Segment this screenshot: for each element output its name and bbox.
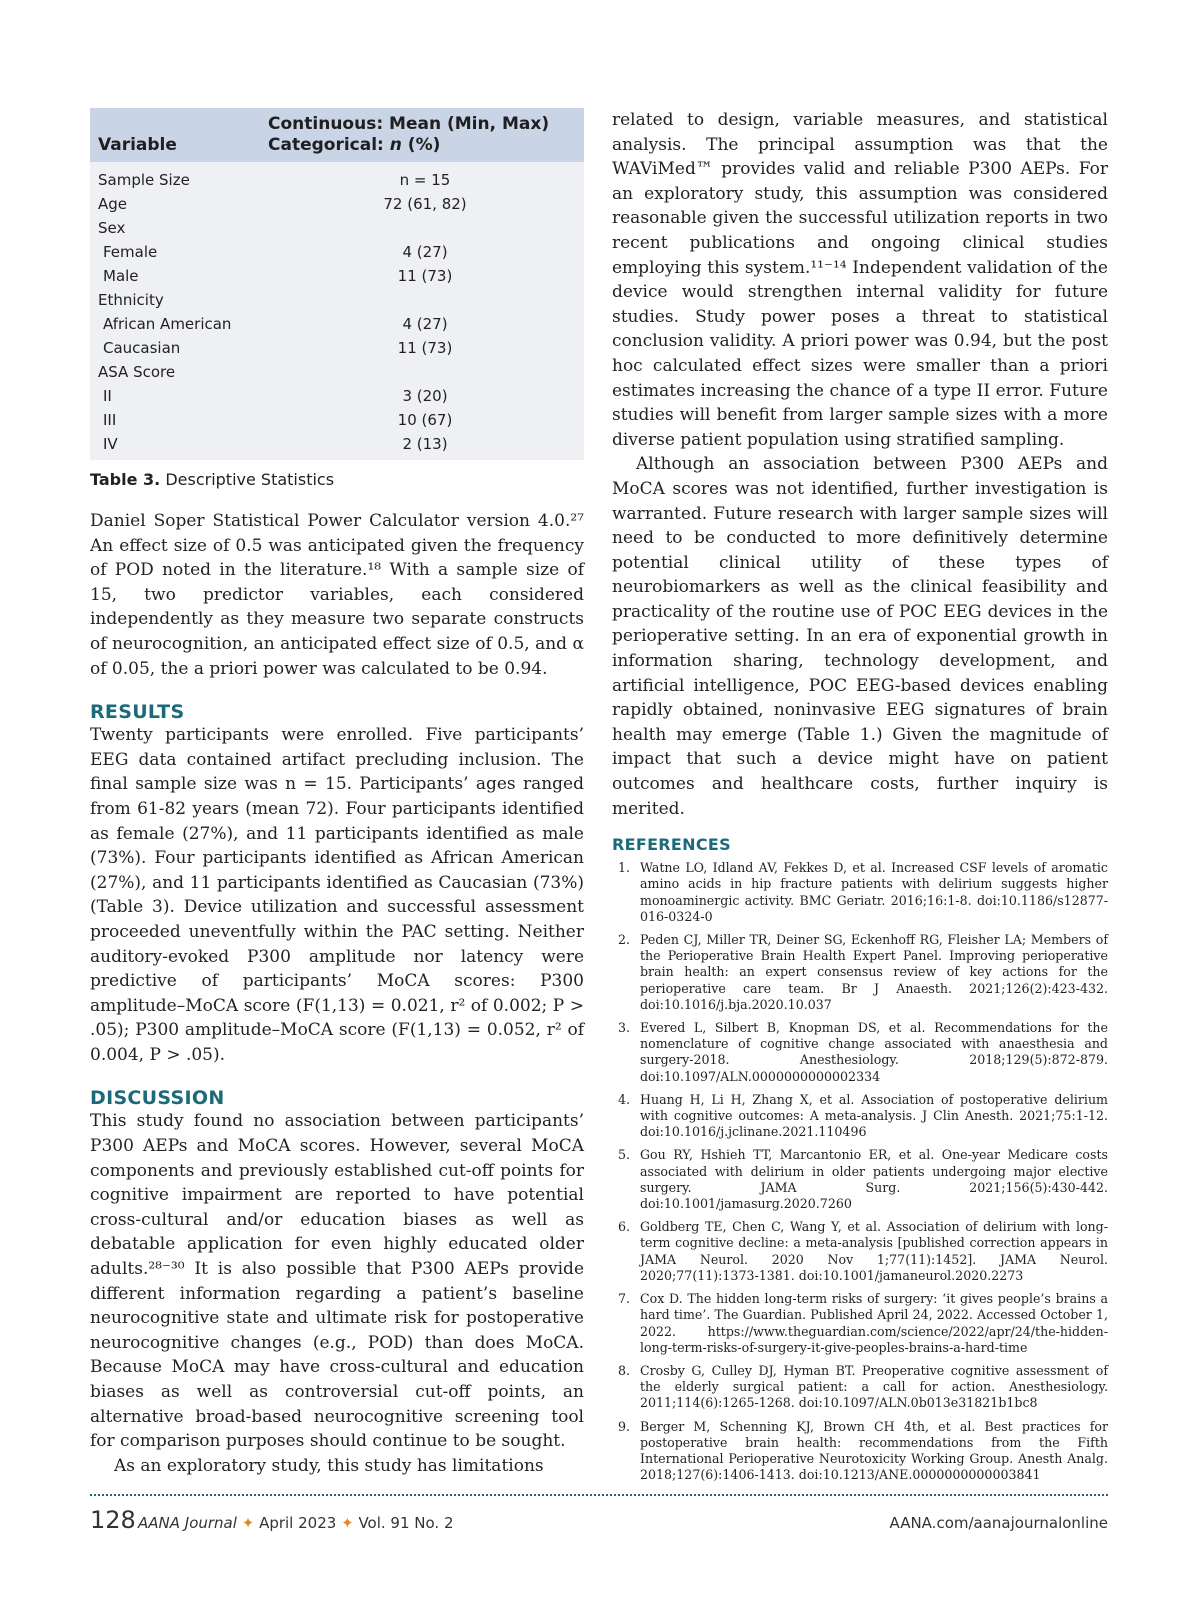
reference-text: Goldberg TE, Chen C, Wang Y, et al. Association of delirium with long-term cognitive decline: a meta-analysis [published correction appears in JAMA Neurol. 2020 Nov 1;77(11):1452]. JAMA Neurol. 2020;77(11):1373-1381. doi:10.1001/jamaneurol.2020.2273 bbox=[640, 1219, 1108, 1283]
table-row bbox=[90, 192, 584, 216]
page-footer bbox=[90, 1506, 1108, 1536]
row-value: 10 (67) bbox=[397, 411, 453, 429]
limitations-continuation-paragraph: related to design, variable measures, and statistical analysis. The principal assumption was that the WAViMed™ provides valid and reliable P300 AEPs. For an exploratory study, this assumption was considered reasonable given the successful utilization reports in two recent publications and ongoing clinical studies employing this system.¹¹⁻¹⁴ Independent validation of the device would strengthen internal validity for future studies. Study power poses a threat to statistical conclusion validity. A priori power was 0.94, but the post hoc calculated effect sizes were smaller than a priori estimates increasing the chance of a type II error. Future studies will benefit from larger sample sizes with a more diverse patient population using stratified sampling. bbox=[612, 110, 1108, 450]
reference-item bbox=[612, 1419, 1108, 1484]
table-row bbox=[90, 240, 584, 264]
header-line-2-suffix: (%) bbox=[401, 135, 441, 155]
separator-star-icon: ✦ bbox=[341, 1514, 354, 1532]
reference-number: 7. bbox=[618, 1291, 631, 1307]
table-row bbox=[90, 384, 584, 408]
reference-number: 3. bbox=[618, 1020, 631, 1036]
table-row bbox=[90, 432, 584, 460]
row-value bbox=[266, 216, 584, 240]
row-label: Female bbox=[103, 243, 158, 261]
table-row bbox=[90, 336, 584, 360]
issue-date: April 2023 bbox=[259, 1514, 337, 1532]
reference-item bbox=[612, 1020, 1108, 1085]
caption-label: Table 3. bbox=[90, 470, 161, 489]
reference-number: 1. bbox=[618, 860, 631, 876]
table-row bbox=[90, 288, 584, 312]
results-heading: RESULTS bbox=[90, 701, 185, 724]
table-caption bbox=[90, 470, 584, 489]
limitations-paragraph-start: As an exploratory study, this study has limitations bbox=[114, 1455, 544, 1476]
row-label: IV bbox=[103, 435, 118, 453]
journal-citation bbox=[138, 1514, 453, 1532]
discussion-heading: DISCUSSION bbox=[90, 1087, 225, 1110]
reference-item bbox=[612, 932, 1108, 1013]
row-value: 72 (61, 82) bbox=[383, 195, 467, 213]
row-label: Male bbox=[103, 267, 139, 285]
reference-text: Cox D. The hidden long-term risks of surgery: ‘it gives people’s brains a hard time’. The Guardian. Published April 24, 2022. Accessed October 1, 2022. https://www.theguardian.com/science/2022/apr/24/the-hidden-long-term-risks-of-surgery-it-give-peoples-brains-a-hard-time bbox=[640, 1291, 1108, 1355]
table-row bbox=[90, 264, 584, 288]
row-value: 4 (27) bbox=[402, 315, 448, 333]
header-line-1: Continuous: Mean (Min, Max) bbox=[268, 114, 550, 134]
row-label: African American bbox=[103, 315, 232, 333]
footer-divider bbox=[90, 1494, 1108, 1496]
row-label: III bbox=[103, 411, 117, 429]
volume-issue: Vol. 91 No. 2 bbox=[358, 1514, 454, 1532]
table-row bbox=[90, 162, 584, 192]
journal-website-link[interactable]: AANA.com/aanajournalonline bbox=[889, 1514, 1108, 1532]
table-row bbox=[90, 312, 584, 336]
header-line-2-n: n bbox=[389, 135, 402, 155]
row-value bbox=[266, 288, 584, 312]
row-label: Sample Size bbox=[98, 171, 190, 189]
table-row bbox=[90, 408, 584, 432]
row-label: Caucasian bbox=[103, 339, 181, 357]
row-value: 2 (13) bbox=[402, 435, 448, 453]
references-list bbox=[612, 860, 1108, 1483]
reference-text: Crosby G, Culley DJ, Hyman BT. Preoperative cognitive assessment of the elderly surgical patient: a call for action. Anesthesiology. 2011;114(6):1265-1268. doi:10.1097/ALN.0b013e31821b1bc8 bbox=[640, 1362, 1108, 1411]
descriptive-statistics-table bbox=[90, 108, 584, 460]
discussion-paragraph: This study found no association between participants’ P300 AEPs and MoCA scores. However, several MoCA components and previously established cut-off points for cognitive impairment are reported to have potential cross-cultural and/or education biases as well as debatable application for even highly educated older adults.²⁸⁻³⁰ It is also possible that P300 AEPs provide different information regarding a patient’s baseline neurocognitive state and ultimate risk for postoperative neurocognitive changes (e.g., POD) than does MoCA. Because MoCA may have cross-cultural and education biases as well as controversial cut-off points, an alternative broad-based neurocognitive screening tool for comparison purposes should continue to be sought. bbox=[90, 1111, 584, 1452]
reference-item bbox=[612, 1147, 1108, 1212]
conclusion-paragraph: Although an association between P300 AEPs and MoCA scores was not identified, further investigation is warranted. Future research with larger sample sizes will need to be conducted to more definitively determine potential clinical utility of these types of neurobiomarkers as well as the clinical feasibility and practicality of the routine use of POC EEG devices in the perioperative setting. In an era of exponential growth in information sharing, technology development, and artificial intelligence, POC EEG-based devices enabling rapidly obtained, noninvasive EEG signatures of brain health may emerge (Table 1.) Given the magnitude of impact that such a device might have on patient outcomes and healthcare costs, further inquiry is merited. bbox=[612, 454, 1108, 819]
table-header-row bbox=[90, 108, 584, 162]
caption-text: Descriptive Statistics bbox=[165, 470, 335, 489]
header-value bbox=[266, 108, 584, 162]
reference-number: 2. bbox=[618, 932, 631, 948]
row-value: 11 (73) bbox=[397, 267, 453, 285]
header-variable: Variable bbox=[90, 108, 266, 162]
reference-number: 8. bbox=[618, 1362, 631, 1378]
reference-text: Peden CJ, Miller TR, Deiner SG, Eckenhoff RG, Fleisher LA; Members of the Perioperative Brain Health Expert Panel. Improving perioperative brain health: an expert consensus review of key actions for the perioperative care team. Br J Anaesth. 2021;126(2):423-432. doi:10.1016/j.bja.2020.10.037 bbox=[640, 932, 1108, 1012]
row-value: 11 (73) bbox=[397, 339, 453, 357]
reference-number: 9. bbox=[618, 1418, 631, 1434]
row-label: Sex bbox=[98, 219, 126, 237]
reference-number: 6. bbox=[618, 1219, 631, 1235]
reference-text: Evered L, Silbert B, Knopman DS, et al. Recommendations for the nomenclature of cognitive change associated with anaesthesia and surgery-2018. Anesthesiology. 2018;129(5):872-879. doi:10.1097/ALN.0000000000002334 bbox=[640, 1020, 1108, 1084]
reference-text: Watne LO, Idland AV, Fekkes D, et al. Increased CSF levels of aromatic amino acids in hip fracture patients with delirium suggests higher monoaminergic activity. BMC Geriatr. 2016;16:1-8. doi:10.1186/s12877-016-0324-0 bbox=[640, 860, 1108, 924]
reference-text: Gou RY, Hshieh TT, Marcantonio ER, et al. One-year Medicare costs associated with delirium in older patients undergoing major elective surgery. JAMA Surg. 2021;156(5):430-442. doi:10.1001/jamasurg.2020.7260 bbox=[640, 1147, 1108, 1212]
row-value: n = 15 bbox=[399, 171, 451, 189]
reference-item bbox=[612, 860, 1108, 925]
row-value: 4 (27) bbox=[402, 243, 448, 261]
page-number: 128 bbox=[90, 1506, 136, 1534]
reference-item bbox=[612, 1219, 1108, 1284]
references-heading: REFERENCES bbox=[612, 835, 731, 855]
row-label: Ethnicity bbox=[98, 291, 164, 309]
left-column bbox=[90, 108, 584, 1478]
row-label: ASA Score bbox=[98, 363, 176, 381]
power-calculation-paragraph: Daniel Soper Statistical Power Calculator version 4.0.²⁷ An effect size of 0.5 was anticipated given the frequency of POD noted in the literature.¹⁸ With a sample size of 15, two predictor variables, each considered independently as they measure two separate constructs of neurocognition, an anticipated effect size of 0.5, and α of 0.05, the a priori power was calculated to be 0.94. bbox=[90, 511, 584, 679]
results-paragraph: Twenty participants were enrolled. Five participants’ EEG data contained artifact precluding inclusion. The final sample size was n = 15. Participants’ ages ranged from 61-82 years (mean 72). Four participants identified as female (27%), and 11 participants identified as male (73%). Four participants identified as African American (27%), and 11 participants identified as Caucasian (73%) (Table 3). Device utilization and successful assessment proceeded uneventfully within the PAC setting. Neither auditory-evoked P300 amplitude nor latency were predictive of participants’ MoCA scores: P300 amplitude–MoCA score (F(1,13) = 0.021, r² of 0.002; P > .05); P300 amplitude–MoCA score (F(1,13) = 0.052, r² of 0.004, P > .05). bbox=[90, 725, 584, 1065]
row-value bbox=[266, 360, 584, 384]
reference-item bbox=[612, 1092, 1108, 1141]
reference-number: 4. bbox=[618, 1091, 631, 1107]
reference-text: Huang H, Li H, Zhang X, et al. Association of postoperative delirium with cognitive outcomes: A meta-analysis. J Clin Anesth. 2021;75:1-12. doi:10.1016/j.jclinane.2021.110496 bbox=[640, 1091, 1108, 1140]
header-line-2-prefix: Categorical: bbox=[268, 135, 390, 155]
table-row bbox=[90, 216, 584, 240]
table-body bbox=[90, 162, 584, 460]
right-column bbox=[612, 108, 1108, 1490]
row-value: 3 (20) bbox=[402, 387, 448, 405]
row-label: Age bbox=[98, 195, 128, 213]
row-label: II bbox=[103, 387, 112, 405]
reference-number: 5. bbox=[618, 1147, 631, 1163]
separator-star-icon: ✦ bbox=[241, 1514, 255, 1532]
reference-text: Berger M, Schenning KJ, Brown CH 4th, et al. Best practices for postoperative brain health: recommendations from the Fifth International Perioperative Neurotoxicity Working Group. Anesth Analg. 2018;127(6):1406-1413. doi:10.1213/ANE.0000000000003841 bbox=[640, 1418, 1108, 1483]
journal-name: AANA Journal bbox=[138, 1514, 237, 1532]
reference-item bbox=[612, 1363, 1108, 1412]
reference-item bbox=[612, 1291, 1108, 1356]
table-row bbox=[90, 360, 584, 384]
